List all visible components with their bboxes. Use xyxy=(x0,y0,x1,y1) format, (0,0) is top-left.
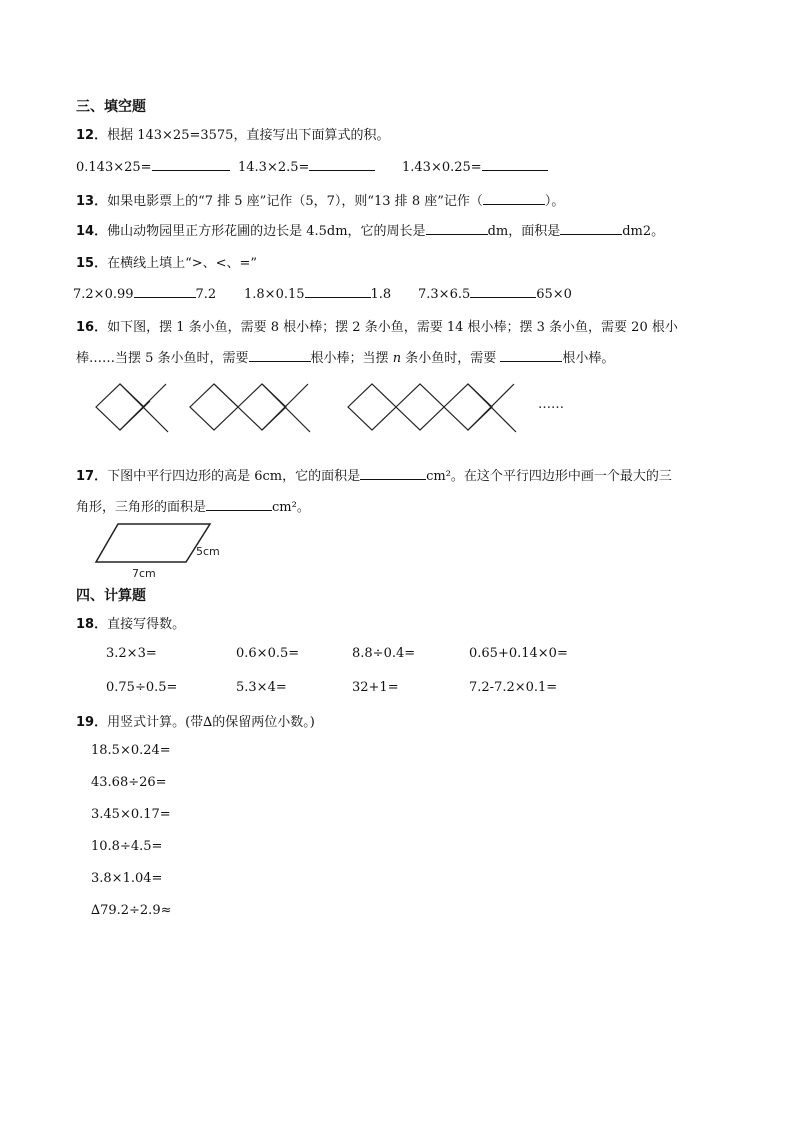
q16-line-2 xyxy=(76,347,614,366)
q13-line xyxy=(76,190,564,209)
q17-text-2a: 角形，三角形的面积是 xyxy=(76,500,207,515)
q17-text-1b: cm²。在这个平行四边形中画一个最大的三 xyxy=(426,469,672,484)
q17-line-1 xyxy=(76,465,672,484)
q14-text: 佛山动物园里正方形花圃的边长是 4.5dm，它的周长是 xyxy=(107,224,426,239)
q15-prompt xyxy=(76,252,257,271)
q12-expr-1: 0.143×25= xyxy=(76,160,152,175)
fish-ellipsis: …… xyxy=(538,397,564,412)
q19-number: 19． xyxy=(76,715,108,730)
q19-prompt xyxy=(76,711,315,730)
q14-number: 14． xyxy=(76,224,108,239)
fish-2 xyxy=(190,384,310,432)
label-base: 7cm xyxy=(132,567,156,580)
q15-item-2 xyxy=(244,285,391,302)
q19-text: 用竖式计算。(带∆的保留两位小数。) xyxy=(107,715,315,730)
answer-blank[interactable] xyxy=(482,158,548,171)
q15-left-1: 7.2×0.99 xyxy=(73,287,134,302)
answer-blank[interactable] xyxy=(470,285,536,298)
answer-blank[interactable] xyxy=(152,158,230,171)
q16-text-2c: 条小鱼时，需要 xyxy=(405,351,497,366)
q18-expr: 0.6×0.5= xyxy=(236,646,300,661)
answer-blank[interactable] xyxy=(309,158,375,171)
q19-expr: ∆79.2÷2.9≈ xyxy=(91,903,172,918)
q16-text-2d: 根小棒。 xyxy=(562,351,615,366)
fish-1 xyxy=(96,384,168,432)
q19-expr: 18.5×0.24= xyxy=(91,743,171,758)
q19-expr: 10.8÷4.5= xyxy=(91,839,163,854)
q16-variable-n: n xyxy=(392,351,402,366)
q16-text-2a: 棒……当摆 5 条小鱼时，需要 xyxy=(76,351,249,366)
q18-expr: 32+1= xyxy=(352,680,399,695)
q12-prompt xyxy=(76,124,389,143)
answer-blank[interactable] xyxy=(360,467,426,480)
fish-pattern-figure xyxy=(0,372,794,452)
answer-blank[interactable] xyxy=(134,285,196,298)
q17-number: 17． xyxy=(76,469,108,484)
section-4-title: 四、计算题 xyxy=(76,588,146,604)
q15-item-1 xyxy=(73,285,216,302)
q15-right-2: 1.8 xyxy=(370,287,392,302)
q18-expr: 8.8÷0.4= xyxy=(352,646,416,661)
answer-blank[interactable] xyxy=(206,498,272,511)
answer-blank[interactable] xyxy=(483,192,545,205)
answer-blank[interactable] xyxy=(560,222,622,235)
q12-expr-2: 14.3×2.5= xyxy=(238,160,310,175)
q12-item-1 xyxy=(76,158,230,175)
q14-unit-b: dm2。 xyxy=(622,224,665,239)
q15-left-2: 1.8×0.15 xyxy=(244,287,305,302)
q12-number: 12． xyxy=(76,128,108,143)
q18-expr: 0.65+0.14×0= xyxy=(469,646,568,661)
parallelogram-figure xyxy=(90,520,290,582)
q17-line-2 xyxy=(76,496,310,515)
q15-left-3: 7.3×6.5 xyxy=(418,287,471,302)
section-3-title: 三、填空题 xyxy=(76,99,146,115)
q16-text-2b: 根小棒；当摆 xyxy=(310,351,389,366)
q17-text-2b: cm²。 xyxy=(272,500,310,515)
q18-expr: 0.75÷0.5= xyxy=(106,680,178,695)
q13-number: 13． xyxy=(76,194,108,209)
q18-expr: 5.3×4= xyxy=(236,680,287,695)
q15-right-1: 7.2 xyxy=(195,287,217,302)
answer-blank[interactable] xyxy=(305,285,371,298)
q15-text: 在横线上填上“>、<、=” xyxy=(107,256,258,271)
q18-prompt xyxy=(76,613,185,632)
q13-text-end: ）。 xyxy=(544,194,565,209)
q18-expr: 7.2-7.2×0.1= xyxy=(469,680,558,695)
label-side: 5cm xyxy=(196,545,220,558)
q16-number: 16． xyxy=(76,320,108,335)
q16-line-1 xyxy=(76,316,678,335)
q15-number: 15． xyxy=(76,256,108,271)
fish-3 xyxy=(348,384,516,432)
q19-expr: 43.68÷26= xyxy=(91,775,167,790)
q18-expr: 3.2×3= xyxy=(106,646,157,661)
answer-blank[interactable] xyxy=(426,222,488,235)
q12-item-2 xyxy=(238,158,375,175)
q15-item-3 xyxy=(418,285,572,302)
q12-item-3 xyxy=(402,158,548,175)
q18-number: 18． xyxy=(76,617,108,632)
q16-text-1: 如下图，摆 1 条小鱼，需要 8 根小棒；摆 2 条小鱼，需要 14 根小棒；摆 3 条小鱼，需要 20 根小 xyxy=(107,320,678,335)
answer-blank[interactable] xyxy=(249,349,311,362)
q18-text: 直接写得数。 xyxy=(107,617,186,632)
q12-expr-3: 1.43×0.25= xyxy=(402,160,482,175)
q14-line xyxy=(76,220,664,239)
q15-right-3: 65×0 xyxy=(536,287,572,302)
parallelogram xyxy=(96,524,210,562)
q19-expr: 3.45×0.17= xyxy=(91,807,171,822)
q19-expr: 3.8×1.04= xyxy=(91,871,163,886)
q12-text: 根据 143×25=3575，直接写出下面算式的积。 xyxy=(107,128,390,143)
q14-unit-a: dm，面积是 xyxy=(487,224,561,239)
q17-text-1a: 下图中平行四边形的高是 6cm，它的面积是 xyxy=(107,469,361,484)
q13-text: 如果电影票上的“7 排 5 座”记作（5，7），则“13 排 8 座”记作（ xyxy=(107,194,483,209)
answer-blank[interactable] xyxy=(500,349,562,362)
